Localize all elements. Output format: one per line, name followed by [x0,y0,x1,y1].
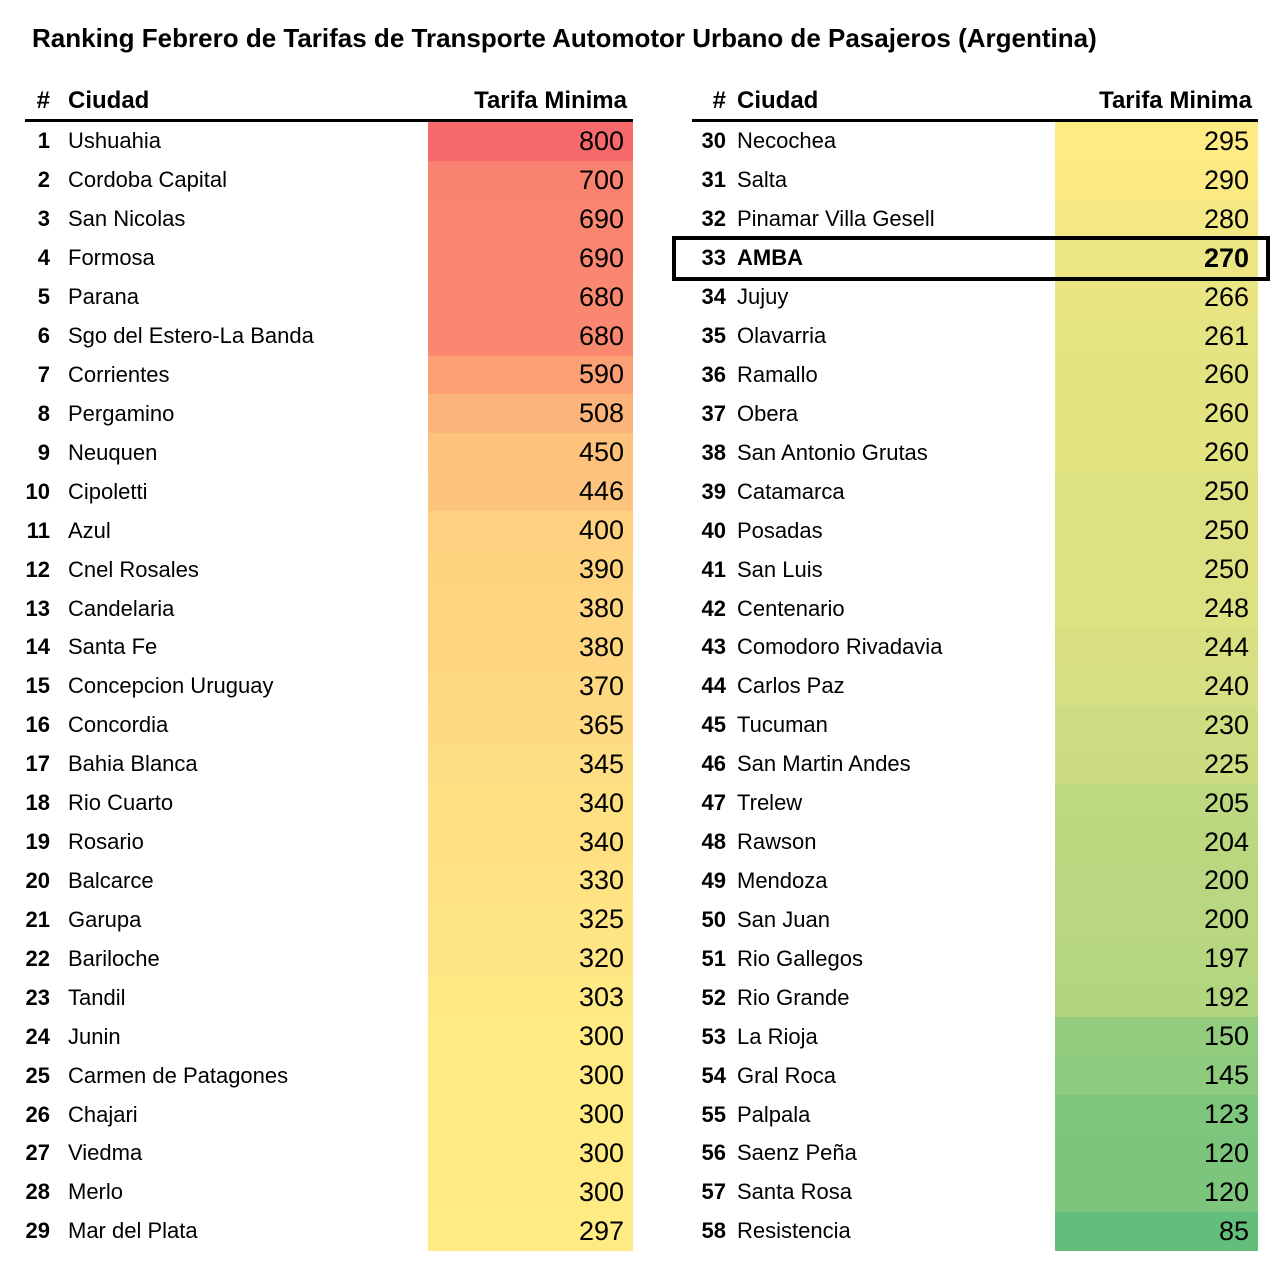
row-city: La Rioja [737,1023,818,1049]
row-fare-cell: 197 [1055,939,1258,978]
table-row [692,1212,1258,1251]
table-row [692,1056,1258,1095]
row-rank: 24 [25,1023,50,1049]
row-city: Ushuahia [68,128,161,154]
table-row [692,278,1258,317]
row-city: Junin [68,1023,121,1049]
row-fare-cell: 250 [1055,511,1258,550]
row-fare-cell: 800 [428,122,633,161]
row-fare-cell: 345 [428,745,633,784]
row-city: San Nicolas [68,206,186,232]
row-fare-cell: 690 [428,239,633,278]
rank-column-header: # [712,87,726,114]
table-row [692,978,1258,1017]
row-rank: 29 [25,1218,50,1244]
row-fare-cell: 290 [1055,161,1258,200]
row-city: Viedma [68,1140,143,1166]
table-row [25,356,633,395]
row-rank: 40 [701,517,726,543]
row-city: Palpala [737,1101,811,1127]
row-fare-cell: 300 [428,1017,633,1056]
row-fare-cell: 300 [428,1095,633,1134]
row-fare-cell: 370 [428,667,633,706]
table-row [692,433,1258,472]
row-rank: 46 [701,751,726,777]
row-rank: 30 [701,128,726,154]
row-fare-cell: 680 [428,317,633,356]
row-fare-cell: 320 [428,939,633,978]
ranking-table-right [692,85,1258,1251]
row-rank: 32 [701,206,726,232]
row-rank: 5 [37,284,50,310]
row-fare-cell: 300 [428,1056,633,1095]
table-row [25,978,633,1017]
table-row [25,784,633,823]
row-fare-cell: 270 [1055,239,1258,278]
row-rank: 15 [25,673,50,699]
row-fare-cell: 680 [428,278,633,317]
row-city: Concepcion Uruguay [68,673,274,699]
row-fare-cell: 200 [1055,862,1258,901]
row-city: Merlo [68,1179,124,1205]
table-row [25,511,633,550]
row-rank: 28 [25,1179,50,1205]
row-city: Rio Gallegos [737,945,863,971]
table-row [25,317,633,356]
row-rank: 44 [701,673,726,699]
row-rank: 58 [701,1218,726,1244]
row-fare-cell: 248 [1055,589,1258,628]
row-city: Carmen de Patagones [68,1062,289,1088]
row-rank: 10 [25,478,50,504]
table-row [25,589,633,628]
table-row [692,589,1258,628]
table-row [25,161,633,200]
fare-column-header: Tarifa Minima [474,87,627,114]
row-city: San Luis [737,556,823,582]
row-fare-cell: 260 [1055,394,1258,433]
table-row [692,667,1258,706]
row-city: Sgo del Estero-La Banda [68,323,314,349]
row-rank: 17 [25,751,50,777]
row-city: Rio Grande [737,984,850,1010]
row-fare-cell: 260 [1055,433,1258,472]
row-rank: 31 [701,167,726,193]
table-header-right [692,85,1258,122]
row-rank: 34 [701,284,726,310]
row-city: Bahia Blanca [68,751,198,777]
row-city: Tucuman [737,712,828,738]
row-city: Pinamar Villa Gesell [737,206,935,232]
row-rank: 45 [701,712,726,738]
row-fare-cell: 230 [1055,706,1258,745]
row-city: Resistencia [737,1218,851,1244]
table-row [692,862,1258,901]
row-rank: 14 [25,634,50,660]
row-city: Formosa [68,245,155,271]
table-row [692,122,1258,161]
row-rank: 13 [25,595,50,621]
row-city: Santa Rosa [737,1179,852,1205]
row-rank: 53 [701,1023,726,1049]
row-rank: 56 [701,1140,726,1166]
row-fare-cell: 250 [1055,550,1258,589]
row-rank: 47 [701,790,726,816]
row-fare-cell: 145 [1055,1056,1258,1095]
row-city: Rio Cuarto [68,790,174,816]
row-rank: 38 [701,439,726,465]
row-fare-cell: 266 [1055,278,1258,317]
row-rank: 27 [25,1140,50,1166]
row-fare-cell: 244 [1055,628,1258,667]
table-row [692,239,1258,278]
row-city: Carlos Paz [737,673,845,699]
row-city: Obera [737,400,799,426]
table-row [25,862,633,901]
row-rank: 52 [701,984,726,1010]
row-rank: 3 [37,206,50,232]
row-fare-cell: 85 [1055,1212,1258,1251]
row-rank: 33 [701,245,726,271]
row-rank: 37 [701,400,726,426]
row-rank: 42 [701,595,726,621]
row-fare-cell: 200 [1055,900,1258,939]
rank-column-header: # [36,87,50,114]
table-row [692,745,1258,784]
row-fare-cell: 192 [1055,978,1258,1017]
row-city: Garupa [68,906,142,932]
row-rank: 54 [701,1062,726,1088]
row-fare-cell: 446 [428,472,633,511]
row-city: Jujuy [737,284,789,310]
row-rank: 6 [37,323,50,349]
table-row [25,472,633,511]
table-row [692,161,1258,200]
row-city: Mendoza [737,867,828,893]
table-row [25,550,633,589]
table-row [25,1173,633,1212]
row-city: Cordoba Capital [68,167,227,193]
row-city: Corrientes [68,361,170,387]
row-fare-cell: 120 [1055,1173,1258,1212]
table-row [692,472,1258,511]
row-rank: 8 [37,400,50,426]
row-city: Ramallo [737,361,818,387]
row-city: Rawson [737,829,817,855]
row-fare-cell: 690 [428,200,633,239]
row-fare-cell: 508 [428,394,633,433]
row-fare-cell: 380 [428,589,633,628]
row-fare-cell: 325 [428,900,633,939]
row-rank: 20 [25,867,50,893]
table-row [25,1212,633,1251]
row-fare-cell: 297 [428,1212,633,1251]
row-fare-cell: 330 [428,862,633,901]
city-column-header: Ciudad [68,87,150,114]
row-rank: 48 [701,829,726,855]
table-row [692,1134,1258,1173]
row-city: Comodoro Rivadavia [737,634,943,660]
table-row [692,1173,1258,1212]
row-city: Gral Roca [737,1062,837,1088]
row-rank: 35 [701,323,726,349]
row-fare-cell: 300 [428,1134,633,1173]
table-row [692,511,1258,550]
ranking-table-left [25,85,633,1251]
row-rank: 25 [25,1062,50,1088]
row-rank: 49 [701,867,726,893]
table-row [25,122,633,161]
fare-column-header: Tarifa Minima [1099,87,1252,114]
table-row [25,433,633,472]
row-fare-cell: 450 [428,433,633,472]
table-row [692,939,1258,978]
row-rank: 23 [25,984,50,1010]
row-fare-cell: 240 [1055,667,1258,706]
row-fare-cell: 303 [428,978,633,1017]
row-fare-cell: 205 [1055,784,1258,823]
row-rank: 39 [701,478,726,504]
row-city: Salta [737,167,788,193]
row-city: AMBA [737,245,803,271]
row-city: Catamarca [737,478,845,504]
table-row [692,823,1258,862]
row-city: Chajari [68,1101,138,1127]
row-rank: 57 [701,1179,726,1205]
row-city: Neuquen [68,439,158,465]
row-city: Cipoletti [68,478,148,504]
table-row [692,200,1258,239]
row-fare-cell: 340 [428,823,633,862]
table-row [25,200,633,239]
row-city: Olavarria [737,323,827,349]
table-row [692,550,1258,589]
table-row [692,1017,1258,1056]
row-rank: 12 [25,556,50,582]
table-row [25,823,633,862]
row-fare-cell: 380 [428,628,633,667]
city-column-header: Ciudad [737,87,819,114]
row-city: Trelew [737,790,803,816]
table-row [692,317,1258,356]
row-rank: 11 [26,517,50,543]
table-row [25,1056,633,1095]
table-row [692,1095,1258,1134]
page-title: Ranking Febrero de Tarifas de Transporte Automotor Urbano de Pasajeros (Argentina) [32,23,1097,54]
table-row [25,1095,633,1134]
table-row [25,939,633,978]
row-city: Balcarce [68,867,154,893]
table-row [692,900,1258,939]
row-fare-cell: 365 [428,706,633,745]
row-city: Concordia [68,712,169,738]
table-row [692,356,1258,395]
row-rank: 16 [25,712,50,738]
row-city: Candelaria [68,595,175,621]
table-row [25,1017,633,1056]
row-fare-cell: 225 [1055,745,1258,784]
row-city: Pergamino [68,400,175,426]
row-city: Saenz Peña [737,1140,857,1166]
row-fare-cell: 340 [428,784,633,823]
table-row [692,706,1258,745]
table-row [25,239,633,278]
row-rank: 7 [37,361,50,387]
row-city: Cnel Rosales [68,556,199,582]
row-rank: 50 [701,906,726,932]
row-fare-cell: 260 [1055,356,1258,395]
row-rank: 1 [37,128,50,154]
table-row [25,1134,633,1173]
table-row [692,628,1258,667]
table-header-left [25,85,633,122]
row-rank: 26 [25,1101,50,1127]
row-fare-cell: 280 [1055,200,1258,239]
row-fare-cell: 250 [1055,472,1258,511]
table-row [692,394,1258,433]
row-fare-cell: 295 [1055,122,1258,161]
row-city: San Antonio Grutas [737,439,928,465]
row-rank: 19 [25,829,50,855]
row-fare-cell: 150 [1055,1017,1258,1056]
table-body-left [25,122,633,1251]
row-rank: 41 [701,556,726,582]
table-row [25,278,633,317]
row-city: Bariloche [68,945,160,971]
row-rank: 2 [37,167,50,193]
row-fare-cell: 390 [428,550,633,589]
row-fare-cell: 400 [428,511,633,550]
row-city: Parana [68,284,139,310]
row-fare-cell: 123 [1055,1095,1258,1134]
row-city: Azul [68,517,111,543]
row-rank: 55 [701,1101,726,1127]
row-rank: 18 [25,790,50,816]
row-rank: 36 [701,361,726,387]
table-row [692,784,1258,823]
row-rank: 22 [25,945,50,971]
row-city: Santa Fe [68,634,158,660]
row-fare-cell: 261 [1055,317,1258,356]
row-fare-cell: 300 [428,1173,633,1212]
table-row [25,667,633,706]
table-body-right [692,122,1258,1251]
table-row [25,745,633,784]
row-city: San Juan [737,906,830,932]
row-rank: 21 [25,906,50,932]
row-city: Rosario [68,829,144,855]
table-row [25,706,633,745]
table-row [25,900,633,939]
row-rank: 43 [701,634,726,660]
row-city: Mar del Plata [68,1218,198,1244]
row-fare-cell: 204 [1055,823,1258,862]
row-fare-cell: 700 [428,161,633,200]
row-fare-cell: 120 [1055,1134,1258,1173]
row-city: San Martin Andes [737,751,911,777]
row-city: Tandil [68,984,126,1010]
row-rank: 4 [37,245,50,271]
row-rank: 51 [701,945,726,971]
table-row [25,394,633,433]
table-row [25,628,633,667]
row-rank: 9 [37,439,50,465]
row-fare-cell: 590 [428,356,633,395]
row-city: Centenario [737,595,845,621]
row-city: Posadas [737,517,823,543]
row-city: Necochea [737,128,837,154]
